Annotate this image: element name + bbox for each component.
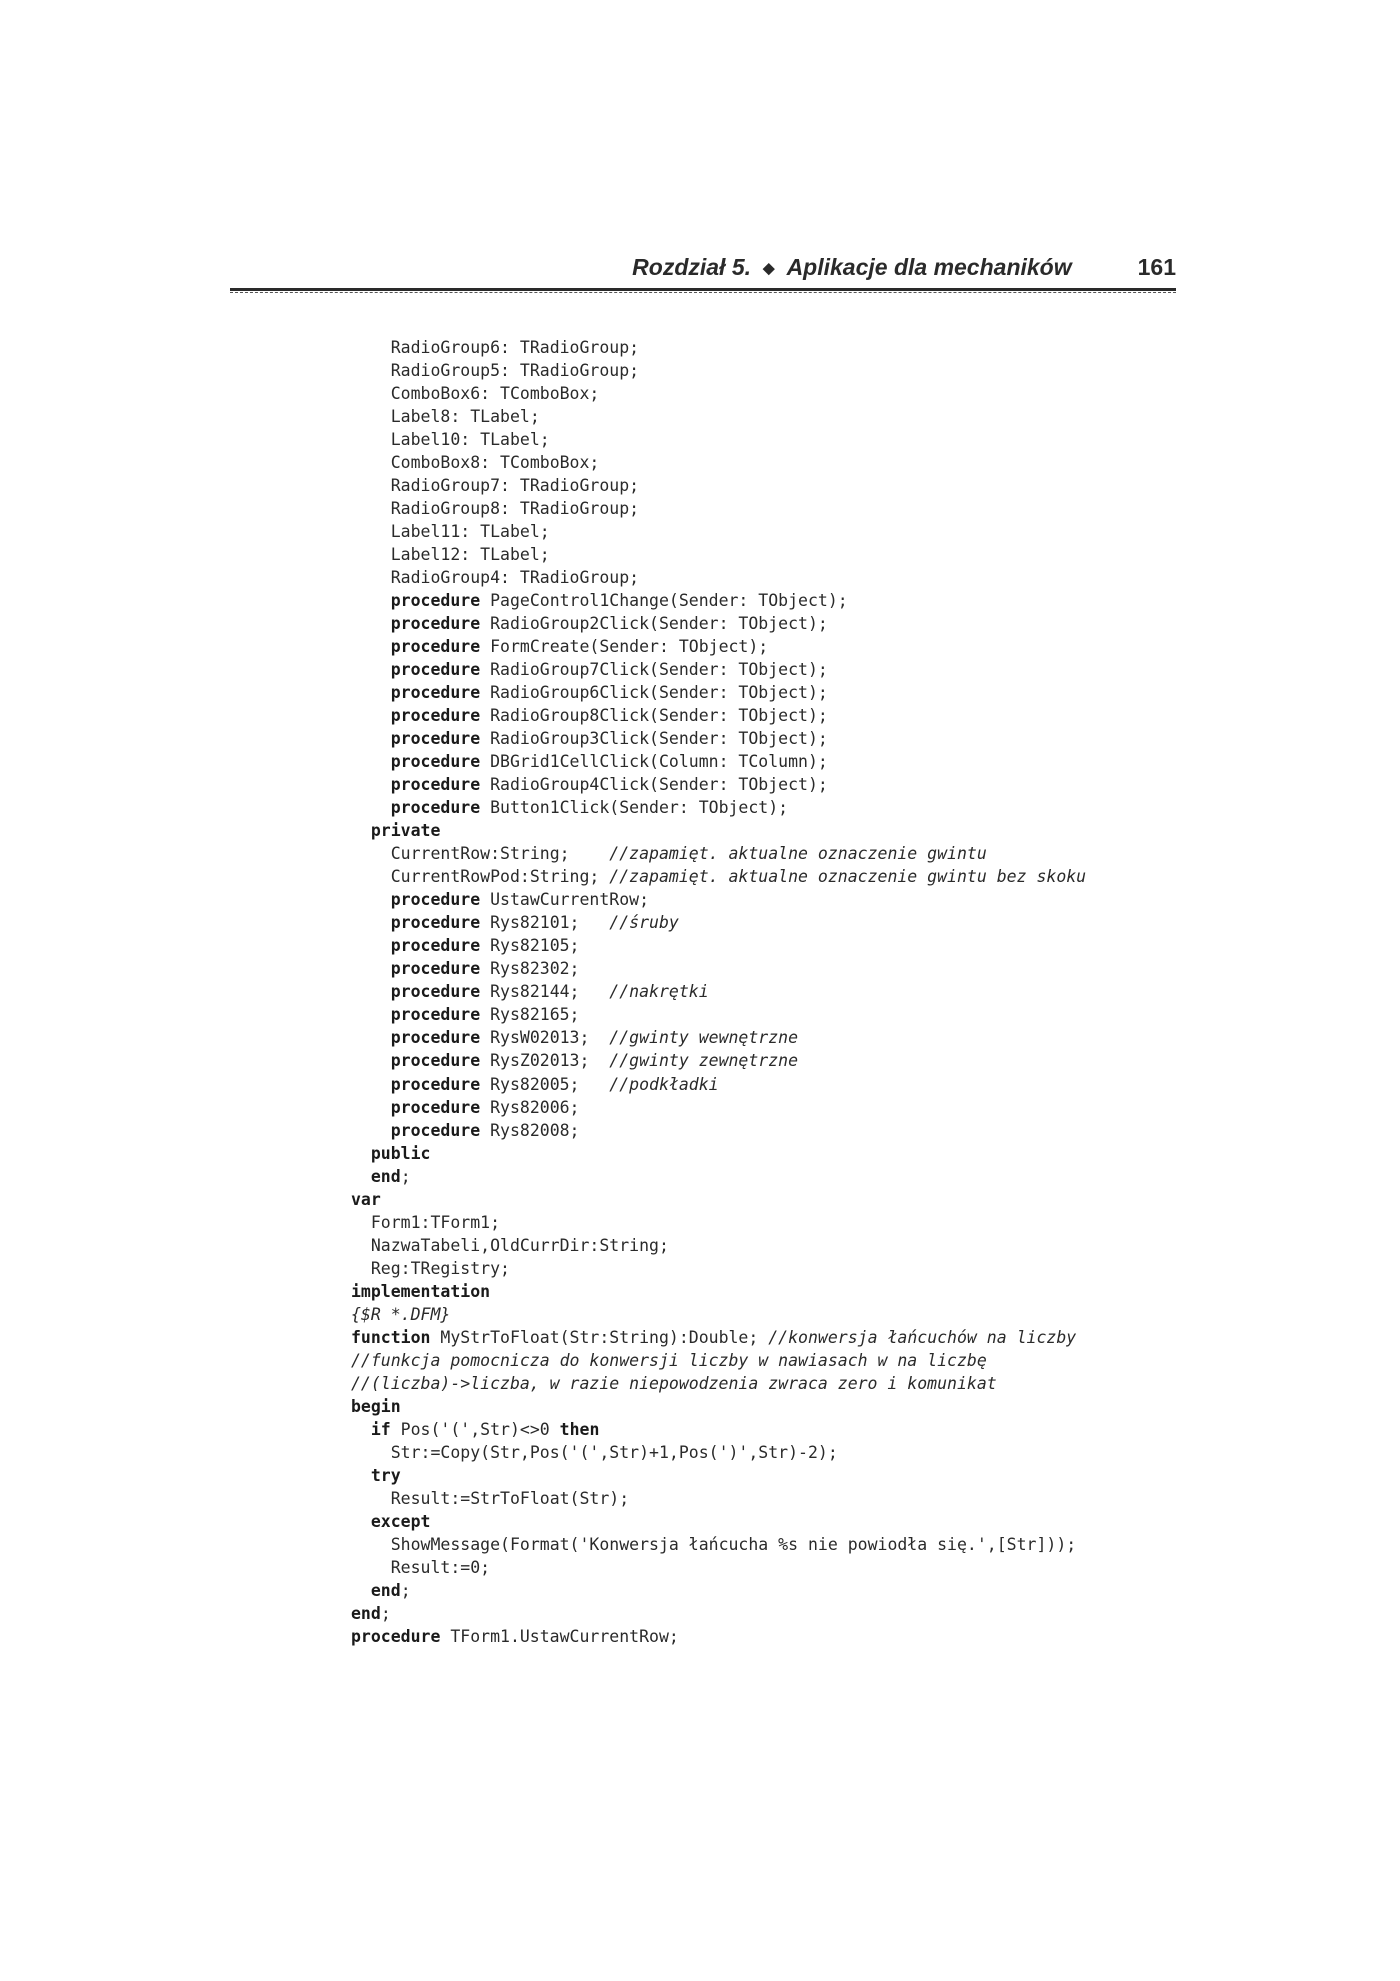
code-text: RadioGroup6: TRadioGroup; [390,338,640,357]
code-line [351,911,1086,934]
code-text [351,1512,371,1531]
code-line [351,359,1086,382]
code-keyword: procedure [390,591,481,611]
code-line [351,865,1086,888]
code-line [351,1303,1086,1326]
code-keyword: if [370,1419,391,1439]
code-text [351,522,391,541]
code-keyword: procedure [390,890,481,910]
code-line [351,934,1086,957]
code-text: Form1:TForm1; [370,1212,501,1232]
code-keyword: procedure [390,706,481,726]
code-keyword: procedure [390,752,481,772]
code-text [351,591,391,610]
code-keyword: procedure [390,637,481,657]
code-comment: //zapamięt. aktualne oznaczenie gwintu [609,844,987,864]
code-text [351,476,391,495]
code-text: PageControl1Change(Sender: TObject); [480,591,848,611]
code-text: Label11: TLabel; [390,522,550,542]
code-keyword: procedure [351,1626,441,1646]
code-line [351,1349,1086,1372]
code-text [351,913,391,932]
code-line [351,1211,1086,1234]
code-text [351,545,391,564]
code-text: Rys82165; [480,1005,580,1025]
code-text: Button1Click(Sender: TObject); [480,798,789,818]
code-listing [351,336,1086,1648]
code-text: RadioGroup5: TRadioGroup; [390,361,640,381]
code-text [351,729,391,748]
code-line [351,681,1086,704]
code-keyword: end [370,1166,401,1186]
code-text [351,499,391,518]
code-text [351,1443,391,1462]
code-keyword: procedure [390,729,481,749]
code-text [351,614,391,633]
code-text [351,1167,371,1186]
code-keyword: end [351,1603,381,1623]
code-keyword: function [351,1327,431,1347]
code-line [351,474,1086,497]
code-line [351,382,1086,405]
code-keyword: except [370,1511,431,1531]
code-line [351,1487,1086,1510]
code-text [351,844,391,863]
code-text [351,1236,371,1255]
code-text: Str:=Copy(Str,Pos('(',Str)+1,Pos(')',Str)-2); [390,1442,838,1462]
code-keyword: procedure [390,798,481,818]
code-text [351,637,391,656]
chapter-label: Rozdział 5. [632,254,752,280]
code-keyword: procedure [390,1028,481,1048]
section-title: Aplikacje dla mechaników [786,254,1072,280]
code-line [351,589,1086,612]
code-text [351,361,391,380]
code-text [351,1420,371,1439]
header-rule [230,288,1176,291]
code-text: Label12: TLabel; [390,545,550,565]
code-line [351,1142,1086,1165]
code-text: Rys82006; [480,1097,580,1117]
code-keyword: procedure [390,614,481,634]
code-keyword: procedure [390,913,481,933]
code-text: RysZ02013; [480,1051,610,1071]
code-text [351,384,391,403]
code-text: Rys82101; [480,913,610,933]
code-text [351,1259,371,1278]
code-line [351,1003,1086,1026]
code-text [351,430,391,449]
code-text [351,1558,391,1577]
code-text: CurrentRowPod:String; [390,867,610,887]
code-keyword: procedure [390,936,481,956]
code-line [351,1096,1086,1119]
code-keyword: procedure [390,1074,481,1094]
code-text: RadioGroup7Click(Sender: TObject); [480,660,828,680]
code-comment: //gwinty wewnętrzne [609,1028,799,1048]
code-keyword: var [351,1189,381,1209]
code-line [351,1625,1086,1648]
code-line [351,451,1086,474]
code-text [351,683,391,702]
code-text [351,568,391,587]
code-comment: //nakrętki [609,982,709,1002]
code-line [351,842,1086,865]
code-line [351,658,1086,681]
code-text: FormCreate(Sender: TObject); [480,637,769,657]
code-text: RadioGroup6Click(Sender: TObject); [480,683,828,703]
code-keyword: implementation [351,1281,491,1301]
code-text [351,660,391,679]
code-line [351,980,1086,1003]
code-text [351,1489,391,1508]
code-line [351,405,1086,428]
code-line [351,1326,1086,1349]
code-text [351,407,391,426]
code-line [351,727,1086,750]
code-line [351,1234,1086,1257]
code-text [351,706,391,725]
code-line [351,635,1086,658]
code-text [351,453,391,472]
code-line [351,1441,1086,1464]
code-text [351,982,391,1001]
code-keyword: procedure [390,1097,481,1117]
code-text: RadioGroup4: TRadioGroup; [390,568,640,588]
code-line [351,1026,1086,1049]
code-keyword: procedure [390,660,481,680]
page-number: 161 [1137,254,1176,280]
code-text: DBGrid1CellClick(Column: TColumn); [480,752,828,772]
code-text: ; [400,1580,411,1600]
code-line [351,957,1086,980]
code-line [351,497,1086,520]
code-line [351,543,1086,566]
code-line [351,750,1086,773]
code-comment: //konwersja łańcuchów na liczby [768,1327,1077,1347]
code-line [351,1257,1086,1280]
code-text: ; [380,1603,391,1623]
code-line [351,1165,1086,1188]
diamond-separator-icon: ◆ [763,260,775,277]
code-text [351,338,391,357]
code-text: ComboBox8: TComboBox; [390,453,600,473]
code-text: Result:=StrToFloat(Str); [390,1488,630,1508]
code-text: ComboBox6: TComboBox; [390,384,600,404]
code-line [351,1556,1086,1579]
code-comment: {$R *.DFM} [351,1304,451,1324]
code-comment: //gwinty zewnętrzne [609,1051,799,1071]
code-text: Rys82008; [480,1120,580,1140]
code-line [351,1280,1086,1303]
code-line [351,1395,1086,1418]
code-text [351,821,371,840]
code-text [351,775,391,794]
code-line [351,704,1086,727]
code-line [351,336,1086,359]
code-text [351,1075,391,1094]
code-text: Rys82005; [480,1074,610,1094]
code-keyword: procedure [390,982,481,1002]
code-text: CurrentRow:String; [390,844,610,864]
code-text: ShowMessage(Format('Konwersja łańcucha %s nie powiodła się.',[Str])); [390,1534,1077,1554]
code-text: RadioGroup2Click(Sender: TObject); [480,614,828,634]
code-line [351,1119,1086,1142]
code-line [351,1073,1086,1096]
code-text [351,1005,391,1024]
code-line [351,520,1086,543]
code-text [351,1581,371,1600]
code-text: ; [400,1166,411,1186]
code-text: Rys82144; [480,982,610,1002]
running-header [230,254,1176,290]
code-text [351,1121,391,1140]
code-text [351,1028,391,1047]
code-line [351,1464,1086,1487]
code-line [351,612,1086,635]
code-keyword: procedure [390,959,481,979]
code-text: Label10: TLabel; [390,430,550,450]
code-line [351,1418,1086,1441]
code-text: Rys82302; [480,959,580,979]
code-text [351,798,391,817]
code-text [351,867,391,886]
code-text [351,1466,371,1485]
code-keyword: then [559,1419,600,1439]
code-comment: //(liczba)->liczba, w razie niepowodzenia zwraca zero i komunikat [351,1373,997,1393]
code-text: Rys82105; [480,936,580,956]
code-text [351,752,391,771]
code-text: Reg:TRegistry; [370,1258,510,1278]
code-keyword: private [370,821,441,841]
code-text: TForm1.UstawCurrentRow; [440,1626,679,1646]
code-text: Pos('(',Str)<>0 [390,1419,560,1439]
code-text [351,1535,391,1554]
code-comment: //śruby [609,913,679,933]
code-keyword: end [370,1580,401,1600]
code-text: UstawCurrentRow; [480,890,650,910]
code-keyword: procedure [390,1005,481,1025]
code-line [351,1602,1086,1625]
code-comment: //zapamięt. aktualne oznaczenie gwintu bez skoku [609,867,1087,887]
code-text [351,936,391,955]
code-text: RadioGroup8: TRadioGroup; [390,499,640,519]
code-keyword: procedure [390,683,481,703]
code-line [351,819,1086,842]
code-text [351,1144,371,1163]
header-rule-dashed [230,292,1176,294]
code-text: RysW02013; [480,1028,610,1048]
code-text [351,959,391,978]
code-line [351,1510,1086,1533]
code-line [351,773,1086,796]
code-keyword: procedure [390,1051,481,1071]
code-line [351,796,1086,819]
code-line [351,428,1086,451]
code-text: RadioGroup3Click(Sender: TObject); [480,729,828,749]
code-text: RadioGroup7: TRadioGroup; [390,476,640,496]
code-comment: //podkładki [609,1074,719,1094]
code-text: RadioGroup4Click(Sender: TObject); [480,775,828,795]
code-line [351,1533,1086,1556]
code-line [351,1372,1086,1395]
code-text [351,890,391,909]
code-line [351,1049,1086,1072]
code-text: Result:=0; [390,1557,491,1577]
code-text: Label8: TLabel; [390,407,540,427]
code-text: MyStrToFloat(Str:String):Double; [430,1327,769,1347]
code-line [351,888,1086,911]
code-text [351,1051,391,1070]
code-keyword: try [370,1465,401,1485]
code-line [351,1579,1086,1602]
code-text [351,1213,371,1232]
code-text: RadioGroup8Click(Sender: TObject); [480,706,828,726]
code-keyword: procedure [390,775,481,795]
code-text [351,1098,391,1117]
code-keyword: public [370,1143,431,1163]
code-keyword: procedure [390,1120,481,1140]
code-text: NazwaTabeli,OldCurrDir:String; [370,1235,669,1255]
code-line [351,566,1086,589]
code-comment: //funkcja pomocnicza do konwersji liczby w nawiasach w na liczbę [351,1350,987,1370]
code-line [351,1188,1086,1211]
code-keyword: begin [351,1396,401,1416]
